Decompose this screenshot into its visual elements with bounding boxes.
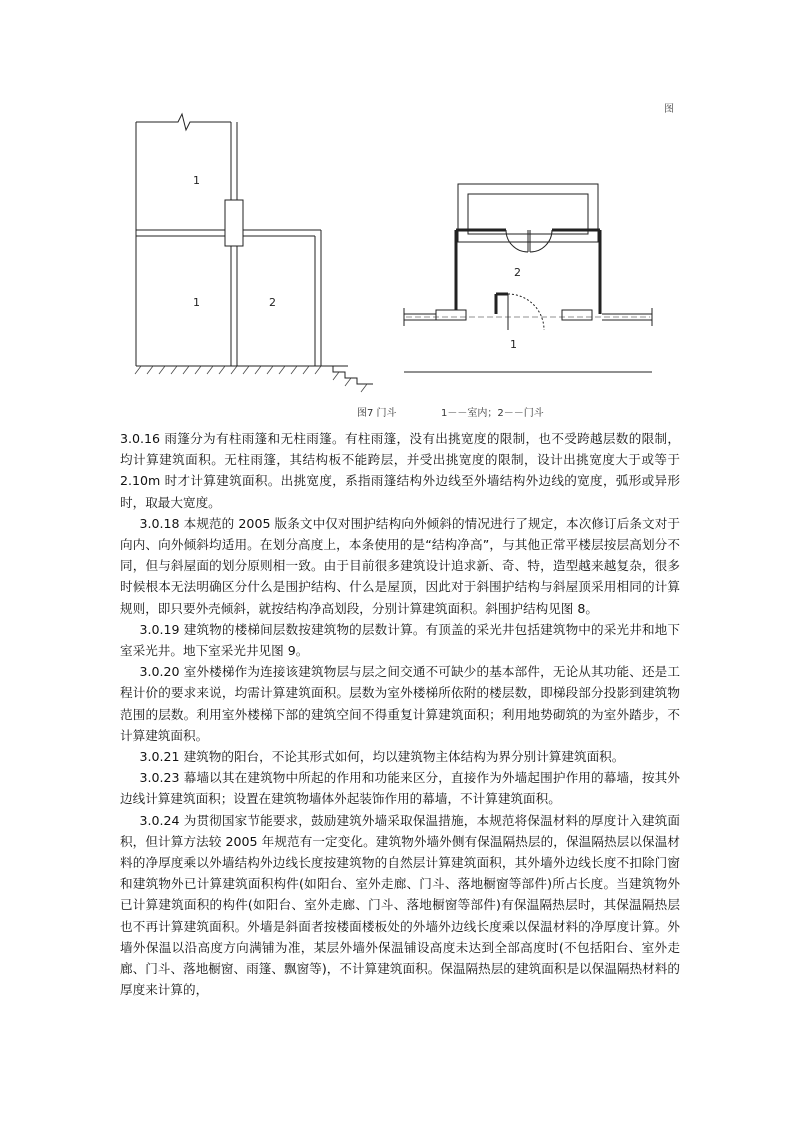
section-drawing bbox=[133, 104, 393, 394]
paragraph-3-0-19: 3.0.19 建筑物的楼梯间层数按建筑物的层数计算。有顶盖的采光井包括建筑物中的采光井和地下室采光井。地下室采光井见图 9。 bbox=[120, 621, 680, 659]
porch-label: 2 bbox=[269, 296, 276, 309]
room-label: 1 bbox=[510, 338, 517, 351]
plan-drawing bbox=[396, 176, 660, 396]
room-label: 1 bbox=[193, 296, 200, 309]
paragraph-3-0-23: 3.0.23 幕墙以其在建筑物中所起的作用和功能来区分，直接作为外墙起围护作用的幕墙，按其外边线计算建筑面积；设置在建筑物墙体外起装饰作用的幕墙，不计算建筑面积。 bbox=[120, 770, 680, 807]
room-label: 1 bbox=[193, 174, 200, 187]
paragraph-3-0-24: 3.0.24 为贯彻国家节能要求，鼓励建筑外墙采取保温措施，本规范将保温材料的厚度计入建筑面积，但计算方法较 2005 年规范有一定变化。建筑物外墙外侧有保温隔热层的，保温隔热层以保温材料的净厚度乘以外墙结构外边线长度按建筑物的自然层计算建筑面积，其外墙外边线长度不扣除门窗和建筑物外已计算建筑面积构件(如阳台、室外走廊、门斗、落地橱窗等部件)所占长度。当建筑物外已计算建筑面积的构件(如阳台、室外走廊、门斗、落地橱窗等部件)有保温隔热层时，其保温隔热层也不再计算建筑面积。外墙是斜面者按楼面楼板处的外墙外边线长度乘以保温材料的净厚度计算。外墙外保温以沿高度方向满铺为准，某层外墙外保温铺设高度未达到全部高度时(不包括阳台、室外走廊、门斗、落地橱窗、雨篷、飘窗等)，不计算建筑面积。保温隔热层的建筑面积是以保温隔热材料的厚度来计算的， bbox=[120, 812, 680, 998]
body-text bbox=[120, 428, 680, 1000]
figure-legend: 1－－室内；2－－门斗 bbox=[441, 408, 544, 419]
figure-caption: 图7 门斗 bbox=[357, 408, 397, 419]
figure-corner-mark: 图 bbox=[664, 104, 674, 115]
paragraph-3-0-20: 3.0.20 室外楼梯作为连接该建筑物层与层之间交通不可缺少的基本部件，无论从其功能、还是工程计价的要求来说，均需计算建筑面积。层数为室外楼梯所依附的楼层数，即梯段部分投影到建筑物范围的层数。利用室外楼梯下部的建筑空间不得重复计算建筑面积；利用地势砌筑的为室外踏步，不计算建筑面积。 bbox=[120, 664, 680, 743]
paragraph-3-0-21: 3.0.21 建筑物的阳台，不论其形式如何，均以建筑物主体结构为界分别计算建筑面积。 bbox=[139, 749, 625, 765]
paragraph-3-0-18: 3.0.18 本规范的 2005 版条文中仅对围护结构向外倾斜的情况进行了规定，本次修订后条文对于向内、向外倾斜均适用。在划分高度上，本条使用的是“结构净高”，与其他正常平楼层按层高划分不同，但与斜屋面的划分原则相一致。由于目前很多建筑设计追求新、奇、特，造型越来越复杂，很多时候根本无法明确区分什么是围护结构、什么是屋顶，因此对于斜围护结构与斜屋顶采用相同的计算规则，即只要外壳倾斜，就按结构净高划段，分别计算建筑面积。斜围护结构见图 8。 bbox=[120, 515, 680, 616]
paragraph-3-0-16: 3.0.16 雨篷分为有柱雨篷和无柱雨篷。有柱雨篷，没有出挑宽度的限制，也不受跨越层数的限制，均计算建筑面积。无柱雨篷，其结构板不能跨层，并受出挑宽度的限制，设计出挑宽度大于或等于 2.10m 时才计算建筑面积。出挑宽度，系指雨篷结构外边线至外墙结构外边线的宽度，弧形或异形时，取最大宽度。 bbox=[120, 431, 680, 510]
vestibule-label: 2 bbox=[514, 266, 521, 279]
